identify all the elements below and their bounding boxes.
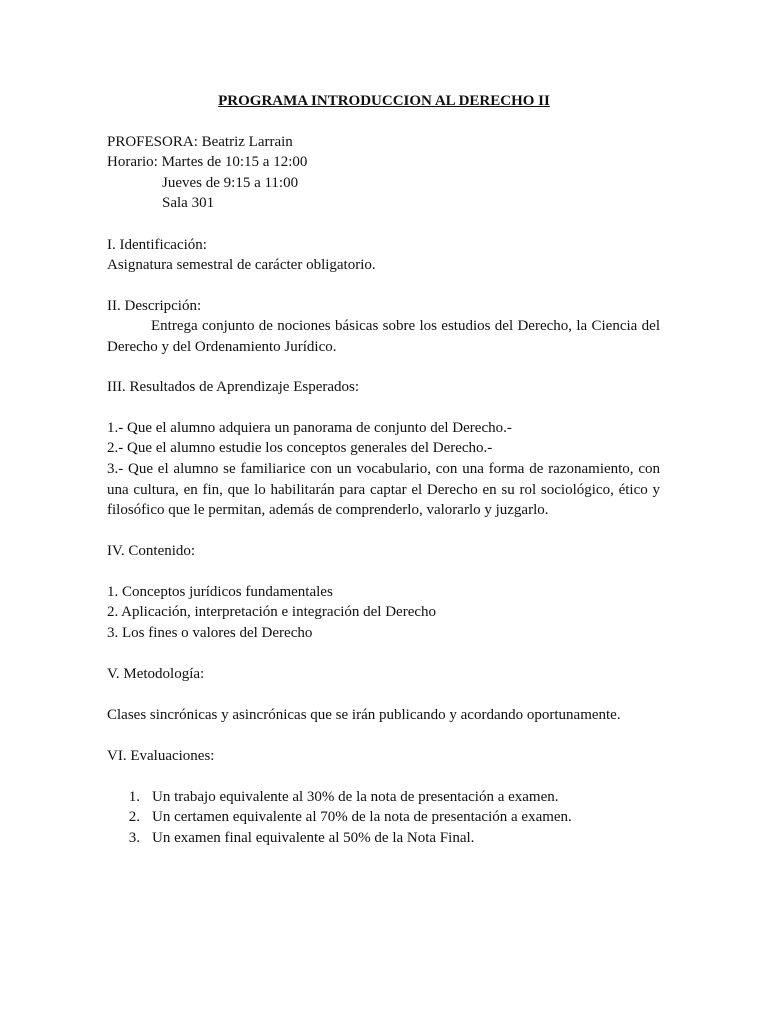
contenido-item: 2. Aplicación, interpretación e integración del Derecho xyxy=(107,604,437,620)
resultado-item-3 xyxy=(107,459,660,521)
metodologia-text: Clases sincrónicas y asincrónicas que se irán publicando y acordando oportunamente. xyxy=(107,707,621,723)
resultado-item-3-line-2: una cultura, en fin, que lo habilitarán para captar el Derecho en su rol sociológico, ético y xyxy=(107,481,660,498)
resultado-item-1: 1.- Que el alumno adquiera un panorama de conjunto del Derecho.- xyxy=(107,420,512,436)
profesora-line: PROFESORA: Beatriz Larrain xyxy=(107,134,293,150)
evaluacion-item: Un trabajo equivalente al 30% de la nota de presentación a examen. xyxy=(152,789,559,805)
sala-line: Sala 301 xyxy=(162,195,215,211)
evaluacion-item: Un certamen equivalente al 70% de la nota de presentación a examen. xyxy=(152,809,572,825)
identificacion-heading: I. Identificación: xyxy=(107,237,207,253)
identificacion-text: Asignatura semestral de carácter obligatorio. xyxy=(107,257,376,273)
contenido-item: 1. Conceptos jurídicos fundamentales xyxy=(107,584,333,600)
evaluaciones-heading: VI. Evaluaciones: xyxy=(107,748,215,764)
descripcion-line-2: Derecho y del Ordenamiento Jurídico. xyxy=(107,338,337,355)
descripcion-line-1: Entrega conjunto de nociones básicas sobre los estudios del Derecho, la Ciencia del xyxy=(151,318,660,334)
horario-line-2: Jueves de 9:15 a 11:00 xyxy=(162,175,299,191)
resultados-heading: III. Resultados de Aprendizaje Esperados: xyxy=(107,379,360,395)
resultado-item-2: 2.- Que el alumno estudie los conceptos generales del Derecho.- xyxy=(107,440,493,456)
evaluacion-number: 2. xyxy=(128,809,140,825)
horario-line-1: Horario: Martes de 10:15 a 12:00 xyxy=(107,154,308,170)
metodologia-heading: V. Metodología: xyxy=(107,666,205,682)
descripcion-heading: II. Descripción: xyxy=(107,298,202,314)
resultado-item-3-line-3: filosófico que le permitan, además de comprenderlo, valorarlo y juzgarlo. xyxy=(107,502,549,519)
evaluacion-number: 1. xyxy=(128,789,140,805)
evaluacion-number: 3. xyxy=(128,830,140,846)
document-title: PROGRAMA INTRODUCCION AL DERECHO II xyxy=(218,93,550,109)
descripcion-paragraph xyxy=(107,316,660,357)
evaluacion-item: Un examen final equivalente al 50% de la Nota Final. xyxy=(152,830,475,846)
contenido-heading: IV. Contenido: xyxy=(107,543,196,559)
contenido-item: 3. Los fines o valores del Derecho xyxy=(107,625,313,641)
resultado-item-3-line-1: 3.- Que el alumno se familiarice con un vocabulario, con una forma de razonamiento, con xyxy=(107,461,660,477)
